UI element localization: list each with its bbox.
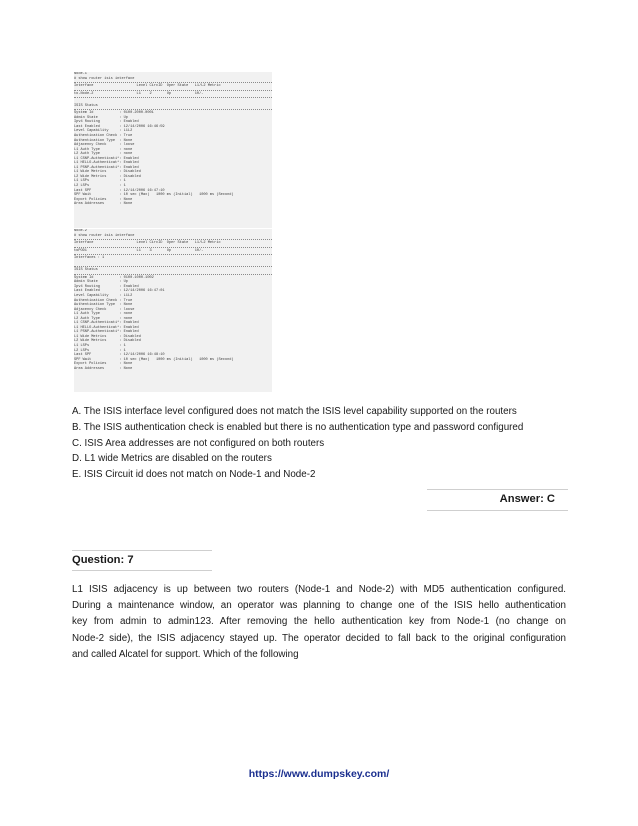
cli-line: L1 PSNP-Authenticati*: Enabled [74,165,139,170]
cli-separator [74,97,272,98]
cli-separator [74,82,272,83]
cli-separator [74,90,272,91]
cli-line: Authentication Type : None [74,138,133,143]
cli-separator [74,274,272,275]
cli-line: SPF Wait : 10 sec (Max) 1000 ms (Initial) 1000 ms (Second) [74,193,234,198]
cli-separator [74,247,272,248]
cli-line: System Id : 0100.2000.0001 [74,111,154,116]
option-d: D. L1 wide Metrics are disabled on the routers [72,453,272,465]
cli-line: Interfaces : 1 [74,256,105,261]
cli-line: L1 Auth Type : none [74,312,133,317]
cli-line: L2 Wide Metrics : Disabled [74,174,141,179]
option-a: A. The ISIS interface level configured does not match the ISIS level capability supported on the routers [72,406,517,417]
cli-line: L2 LSPs : 1 [74,348,126,353]
option-c: C. ISIS Area addresses are not configured on both routers [72,437,325,449]
cli-line: Area Addresses : None [74,366,133,371]
cli-line: L1 LSPs : 1 [74,344,126,349]
cli-line: Last Enabled : 12/14/2006 16:47:01 [74,289,165,294]
cli-line: L1 CSNP-Authenticati*: Enabled [74,321,139,326]
cli-line: Ipv4 Routing : Enabled [74,120,139,125]
cli-line: Node-2 [74,229,87,233]
cli-line: Admin State : Up [74,115,128,120]
answer-label: Answer: C [499,493,555,505]
cli-line: # show router isis interface [74,76,135,81]
cli-line: System Id : 0100.1000.1002 [74,275,154,280]
cli-line: Level Capability : L1L2 [74,129,133,134]
cli-line: ISIS Status [74,268,98,273]
cli-line: ISIS Status [74,103,98,108]
cli-separator [74,239,272,240]
cli-line: L1 Wide Metrics : Disabled [74,334,141,339]
footer-link[interactable]: https://www.dumpskey.com/ [248,768,390,780]
cli-line: Last SPF : 12/14/2006 16:48:10 [74,353,165,358]
cli-line: Interface Level CircID Oper State L1/L2 Metric [74,241,221,246]
question-divider-top [72,550,212,551]
cli-line: Adjacency Check : loose [74,143,135,148]
cli-output-node-2 [74,229,272,392]
option-b: B. The ISIS authentication check is enabled but there is no authentication type and password configured [72,421,524,433]
cli-line: L2 Auth Type : none [74,316,133,321]
cli-line: Last SPF : 12/14/2006 16:47:10 [74,188,165,193]
cli-line: L1 CSNP-Authenticati*: Enabled [74,156,139,161]
cli-line: Area Addresses : None [74,202,133,207]
cli-separator [74,266,272,267]
cli-output-node-1 [74,72,272,228]
cli-line: L1 Auth Type : none [74,147,133,152]
cli-line: Last Enabled : 12/14/2006 16:46:59 [74,124,165,129]
cli-line [74,261,272,266]
cli-line: Authentication Check : True [74,134,133,139]
cli-line: L2 LSPs : 1 [74,184,126,189]
cli-line: L2 Wide Metrics : Disabled [74,339,141,344]
cli-line: L1 HELLO-Authenticat*: Enabled [74,161,139,166]
question-line: Node-2 side), the ISIS adjacency stayed up. The operator decided to fall back to the original configuration [72,632,566,644]
answer-options [72,404,572,483]
cli-line: L1 LSPs : 1 [74,179,126,184]
cli-line: toPOD1 L1 3 Up 10/- [74,248,204,253]
cli-line: L2 Auth Type : none [74,152,133,157]
cli-line: Adjacency Check : loose [74,307,135,312]
cli-line: Level Capability : L1L2 [74,294,133,299]
cli-line: Ipv4 Routing : Enabled [74,284,139,289]
cli-line: Node-1 [74,72,87,76]
cli-line: L1 HELLO-Authenticat*: Enabled [74,325,139,330]
question-line: During a maintenance window, an operator was planning to change one of the ISIS hello authentication [72,600,566,612]
question-line: L1 ISIS adjacency is up between two routers (Node-1 and Node-2) with MD5 authentication configured. [72,584,566,595]
answer-divider-top [427,489,568,490]
cli-line: # show router isis interface [74,233,135,238]
cli-line: L1 PSNP-Authenticati*: Enabled [74,330,139,335]
answer-divider-bottom [427,510,568,511]
question-divider-bottom [72,570,212,571]
cli-line: SPF Wait : 10 sec (Max) 1000 ms (Initial) 1000 ms (Second) [74,357,234,362]
cli-line: Authentication Type : None [74,303,133,308]
cli-line: Admin State : Up [74,280,128,285]
cli-line: Export Policies : None [74,197,133,202]
question-line: and called Alcatel for support. Which of the following [72,648,299,660]
cli-line: Interface Level CircID Oper State L1/L2 Metric [74,84,221,89]
question-body [72,582,566,663]
cli-line: L1 Wide Metrics : Disabled [74,170,141,175]
cli-line: Export Policies : None [74,362,133,367]
question-line: key from admin to admin123. After removing the hello authentication key from Node-1 (no change on [72,616,566,628]
option-e: E. ISIS Circuit id does not match on Node-1 and Node-2 [72,469,316,481]
cli-line: Authentication Check : True [74,298,133,303]
cli-line: to-Node-2 L1 2 Up 10/- [74,91,204,96]
question-heading: Question: 7 [72,554,134,566]
